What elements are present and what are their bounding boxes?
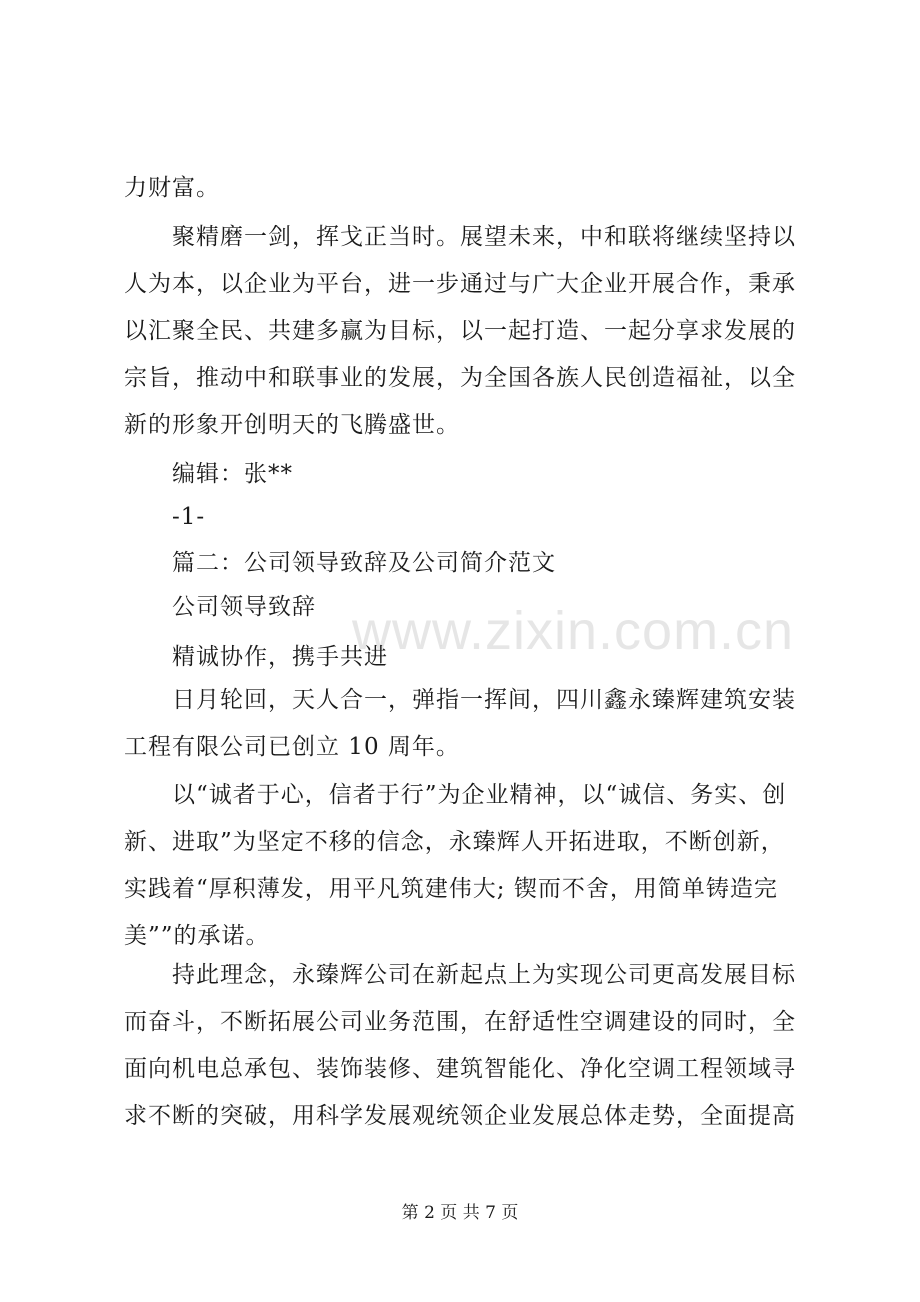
speech-title: 公司领导致辞 <box>172 594 316 620</box>
paragraph-outlook: 聚精磨一剑，挥戈正当时。展望未来，中和联将继续坚持以人为本，以企业为平台，进一步通过与广大企业开展合作，秉承以汇聚全民、共建多赢为目标，以一起打造、一起分享求发展的宗旨，推动中和联事业的发展，为全国各族人民创造福祉，以全新的形象开创明天的飞腾盛世。 <box>124 224 796 438</box>
speech-subtitle: 精诚协作，携手共进 <box>172 644 388 670</box>
paragraph-spirit: 以“诚者于心，信者于行”为企业精神，以“诚信、务实、创新、进取”为坚定不移的信念，永臻辉人开拓进取，不断创新，实践着“厚积薄发，用平凡筑建伟大; 锲而不舍，用简单铸造完美””的承诺。 <box>124 782 787 949</box>
page-marker: -1- <box>172 504 206 530</box>
page-footer: 第 2 页 共 7 页 <box>401 1203 519 1223</box>
paragraph-philosophy: 持此理念，永臻辉公司在新起点上为实现公司更高发展目标而奋斗，不断拓展公司业务范围，在舒适性空调建设的同时，全面向机电总承包、装饰装修、建筑智能化、净化空调工程领域寻求不断的突破，用科学发展观统领企业发展总体走势，全面提高 <box>124 962 796 1129</box>
section-heading: 篇二：公司领导致辞及公司简介范文 <box>172 550 556 576</box>
paragraph-continuation: 力财富。 <box>124 175 220 201</box>
watermark: www.zixin.com.cn <box>352 601 795 661</box>
paragraph-anniversary: 日月轮回，天人合一，弹指一挥间，四川鑫永臻辉建筑安装工程有限公司已创立 10 周年。 <box>124 687 796 760</box>
editor-line: 编辑：张** <box>172 461 293 487</box>
